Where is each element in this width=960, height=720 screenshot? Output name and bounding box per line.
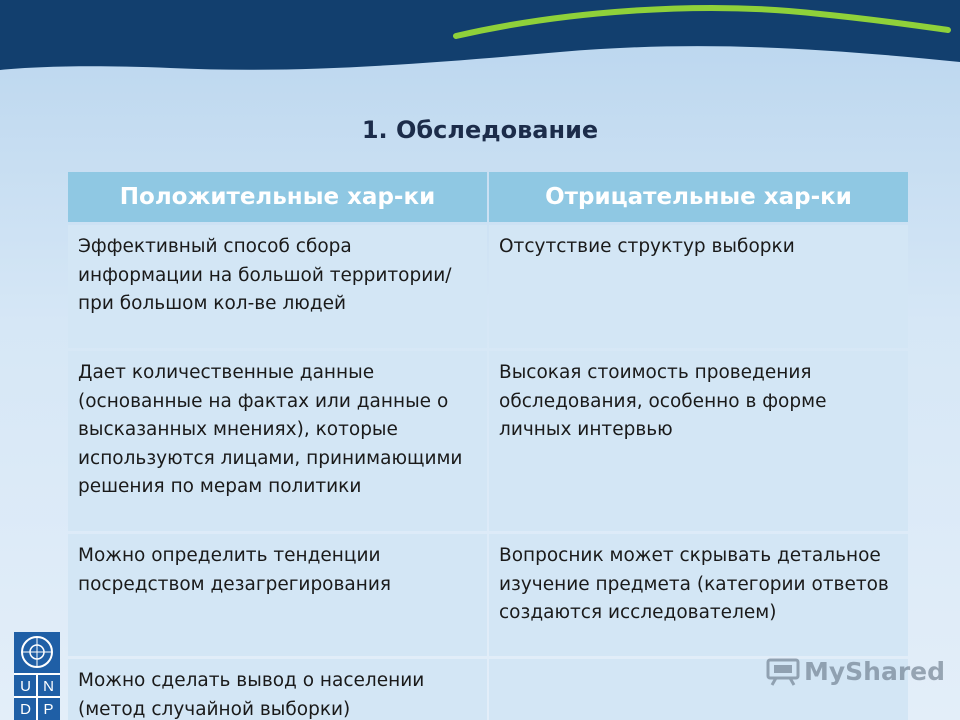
table-row [68, 351, 908, 531]
slide-title: 1. Обследование [361, 116, 599, 144]
table-cell-negative: Вопросник может скрывать детальное изучение предмета (категории ответов создаются исследователем) [489, 534, 908, 656]
table-cell-negative: Отсутствие структур выборки [489, 225, 908, 348]
header-positive: Положительные хар-ки [68, 172, 487, 222]
watermark [766, 656, 945, 686]
table-row [68, 534, 908, 656]
top-banner [0, 0, 960, 100]
table-cell-positive: Можно сделать вывод о населении (метод случайной выборки) [68, 659, 487, 720]
header-negative: Отрицательные хар-ки [489, 172, 908, 222]
logo-letter: P [43, 701, 54, 718]
table-cell-negative: Высокая стоимость проведения обследования, особенно в форме личных интервью [489, 351, 908, 531]
table-cell-positive: Дает количественные данные (основанные на фактах или данные о высказанных мнениях), которые используются лицами, принимающими решения по мерам политики [68, 351, 487, 531]
logo-letter: N [43, 678, 54, 695]
table-cell-positive: Эффективный способ сбора информации на большой территории/при большом кол-ве людей [68, 225, 487, 348]
watermark-text: MyShared [804, 656, 946, 686]
undp-logo [14, 632, 60, 720]
comparison-table [68, 172, 908, 720]
table-cell-positive: Можно определить тенденции посредством дезагрегирования [68, 534, 487, 656]
projector-icon [766, 656, 800, 686]
table-header-row [68, 172, 908, 222]
table-row [68, 225, 908, 348]
logo-letter: D [20, 701, 31, 718]
logo-letter: U [20, 678, 31, 695]
